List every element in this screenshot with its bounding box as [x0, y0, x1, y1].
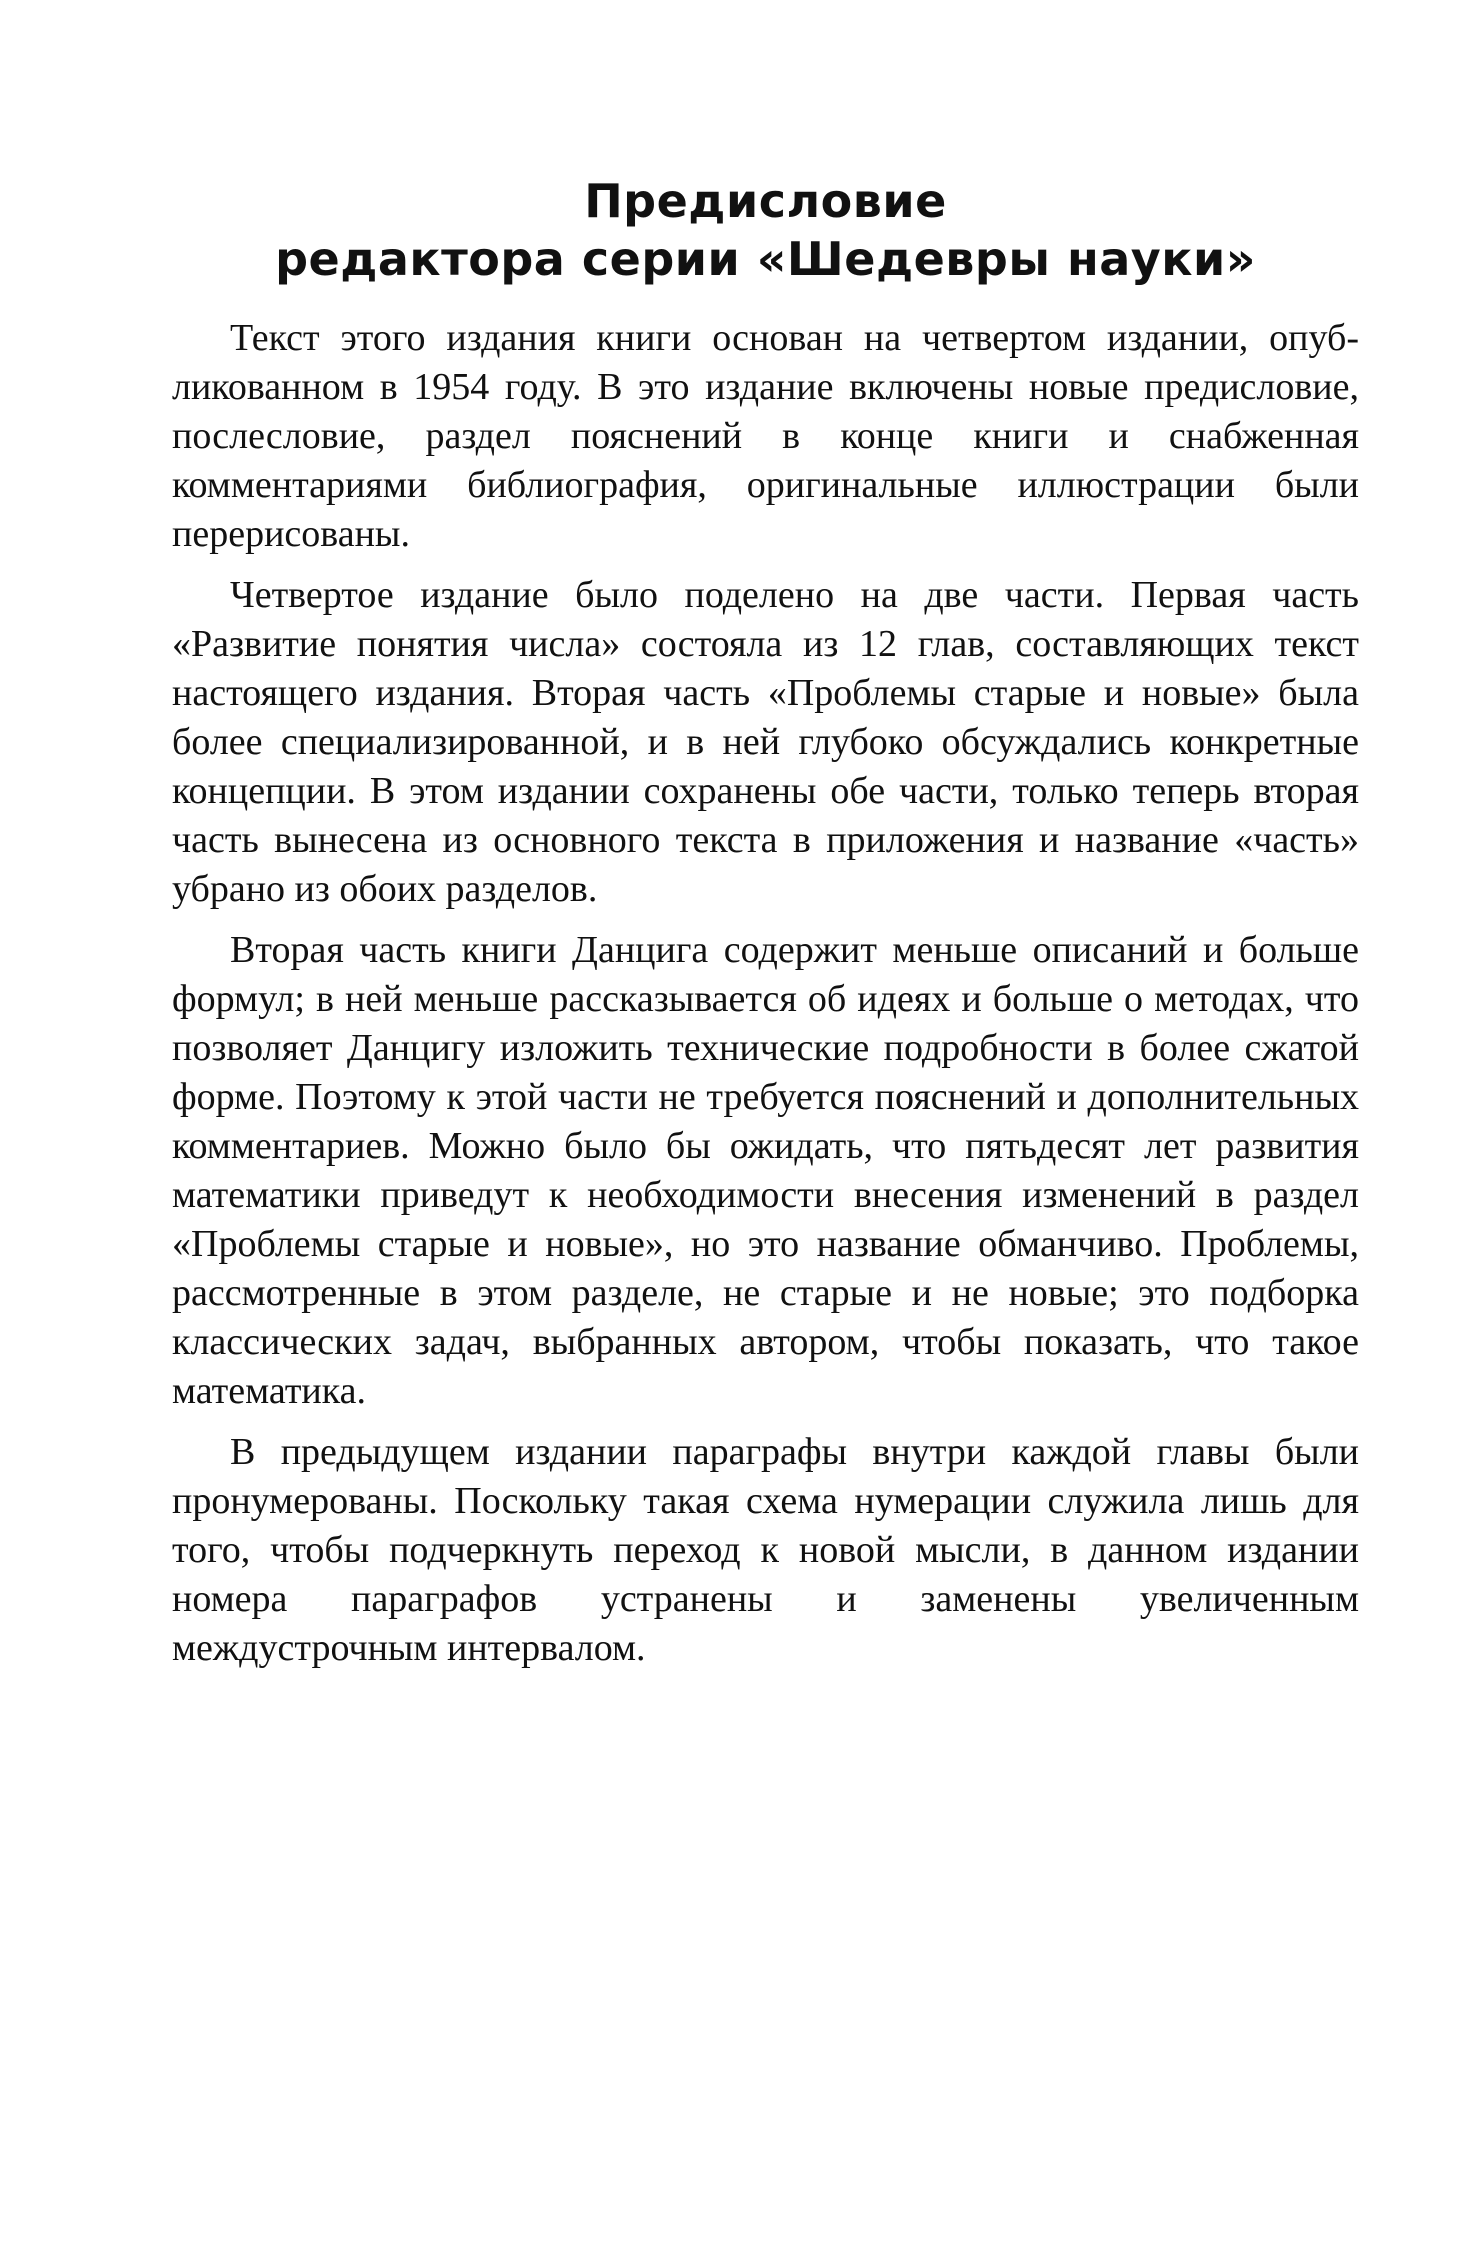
document-page — [172, 172, 1359, 1685]
title-line-1: Предисловие — [584, 174, 947, 228]
paragraph-4: В предыдущем издании параграфы внутри каждой главы были пронумерованы. Поскольку такая схема нумерации служила лишь для того, чтобы подчеркнуть переход к новой мысли, в данном издании номера параграфов устранены и заменены увеличенным междустрочным интервалом. — [172, 1431, 1359, 1669]
paragraph-3: Вторая часть книги Данцига содержит меньше описаний и больше формул; в ней меньше рассказывается об идеях и больше о методах, что позволяет Данцигу изложить технические подробности в более сжатой форме. Поэтому к этой части не требуется пояснений и дополнительных комментариев. Можно было бы ожидать, что пятьдесят лет развития математики приведут к необходимости внесения изменений в раздел «Проблемы старые и новые», но это название обманчиво. Проблемы, рассмотренные в этом разделе, не старые и не новые; это подборка классических задач, выбранных автором, чтобы показать, что такое математика. — [172, 929, 1359, 1412]
page-title — [172, 172, 1359, 288]
paragraph-2: Четвертое издание было поделено на две части. Первая часть «Развитие понятия числа» состояла из 12 глав, составляющих текст настоящего издания. Вторая часть «Проблемы старые и новые» была более специализированной, и в ней глубоко обсуждались конкретные концепции. В этом издании сохранены обе части, только теперь вторая часть вынесена из основного текста в приложения и название «часть» убрано из обоих разделов. — [172, 574, 1359, 910]
body-text — [172, 314, 1359, 1673]
title-line-2: редактора серии «Шедевры науки» — [275, 232, 1256, 286]
paragraph-1: Текст этого издания книги основан на четвертом издании, опубликованном в 1954 году. В это издание включены новые предисловие, послесловие, раздел пояснений в конце книги и снабженная комментариями библиография, оригинальные иллюстрации были перерисованы. — [172, 317, 1359, 555]
